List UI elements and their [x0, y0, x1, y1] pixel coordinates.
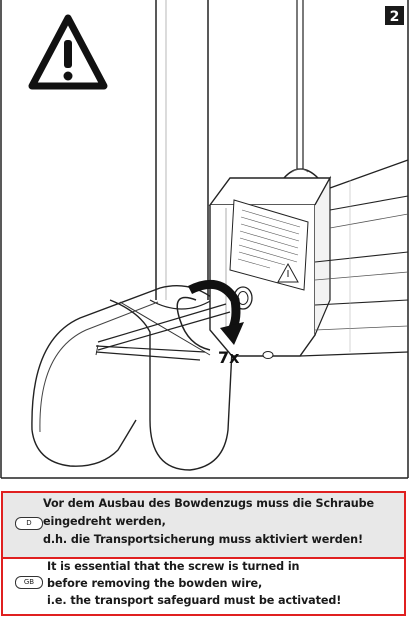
- safety-notice: [1, 491, 406, 616]
- language-badge-de: D: [15, 517, 43, 530]
- rotation-count: 7x: [218, 348, 240, 367]
- language-badge-gb: GB: [15, 576, 43, 589]
- warning-triangle-icon: [32, 18, 104, 86]
- notice-english: [3, 559, 404, 614]
- bowden-wire: [284, 0, 318, 200]
- base-foot: [32, 286, 232, 470]
- notice-gb-line-1: It is essential that the screw is turned in: [47, 560, 300, 573]
- frame-post: [150, 0, 212, 309]
- step-number-badge: [385, 6, 404, 25]
- notice-de-line-3: d.h. die Transportsicherung muss aktiviert werden!: [43, 533, 363, 546]
- notice-de-line-1: Vor dem Ausbau des Bowdenzugs muss die Schraube: [43, 497, 375, 510]
- notice-gb-line-3: i.e. the transport safeguard must be activated!: [47, 594, 342, 607]
- step-number: 2: [389, 9, 400, 25]
- notice-de-line-2: eingedreht werden,: [43, 515, 166, 528]
- notice-gb-line-2: before removing the bowden wire,: [47, 577, 263, 590]
- notice-german: [3, 493, 404, 557]
